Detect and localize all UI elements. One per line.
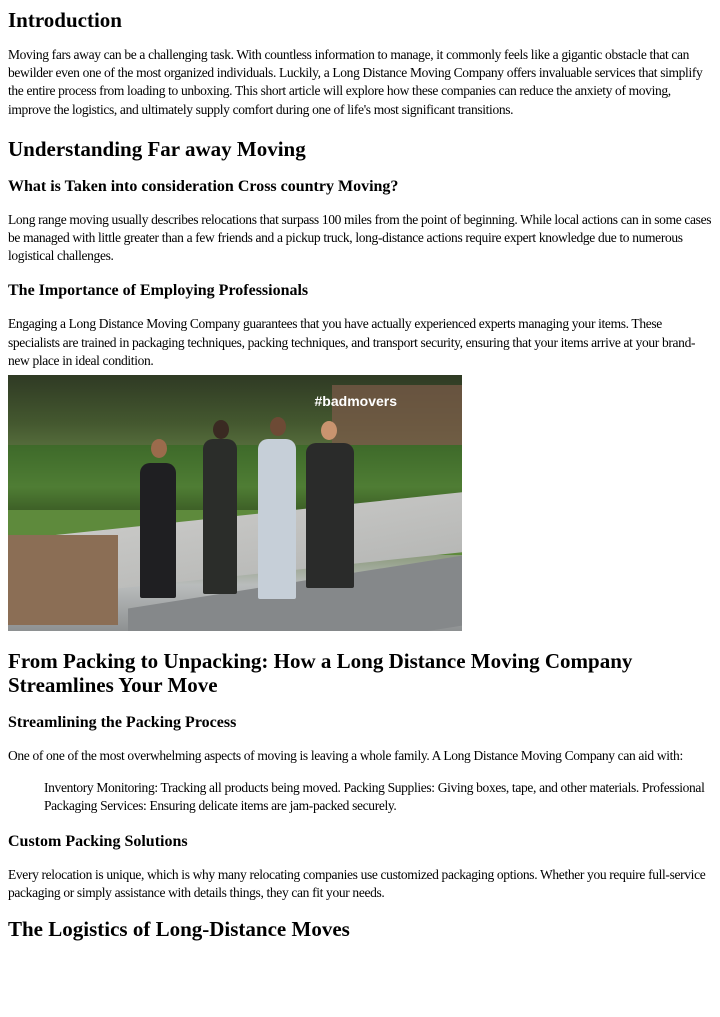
photo-person-man-striped — [306, 443, 354, 588]
movers-photo — [8, 375, 462, 631]
paragraph-importance-professionals: Engaging a Long Distance Moving Company guarantees that you have actually experienced experts managing your items. These specialists are trained in packaging techniques, packing techniques, and transport security, ensuring that your items arrive at your brand-new place in ideal condition. — [8, 316, 696, 368]
photo-watermark: #badmovers — [314, 393, 397, 410]
photo-head — [151, 439, 167, 458]
heading-introduction: Introduction — [8, 8, 122, 32]
heading-understanding-moving: Understanding Far away Moving — [8, 136, 306, 161]
heading-importance-professionals: The Importance of Employing Professionals — [8, 282, 309, 300]
paragraph-introduction: Moving fars away can be a challenging task. With countless information to manage, it commonly feels like a gigantic obstacle that can bewilder even one of the most organized individuals. Luckily, a Long Distance Moving Company offers invaluable services that simplify the entire process from loading to unboxing. This short article will explore how these companies can reduce the anxiety of moving, improve the logistics, and ultimately supply comfort during one of life's most significant transitions. — [8, 47, 703, 117]
photo-head — [270, 417, 286, 436]
heading-logistics: The Logistics of Long-Distance Moves — [8, 917, 350, 942]
heading-what-is-long-distance: What is Taken into consideration Cross country Moving? — [8, 177, 399, 195]
photo-person-woman — [140, 463, 176, 598]
paragraph-what-is-long-distance: Long range moving usually describes relocations that surpass 100 miles from the point of beginning. While local actions can in some cases be managed with little greater than a few friends and a pickup truck, long-distance actions require expert knowledge due to numerous logistical challenges. — [8, 211, 712, 264]
photo-person-man-dark — [203, 439, 237, 594]
paragraph-streamlining-packing: One of one of the most overwhelming aspects of moving is leaving a whole family. A Long Distance Moving Company can aid with: — [8, 748, 683, 764]
photo-planter — [8, 535, 118, 625]
heading-packing-to-unpacking: From Packing to Unpacking: How a Long Distance Moving Company Streamlines Your Move — [8, 649, 633, 698]
paragraph-custom-packing: Every relocation is unique, which is why many relocating companies use customized packaging options. Whether you require full-service packaging or simply assistance with details things, they can fit your needs. — [8, 866, 706, 900]
photo-head — [213, 420, 229, 439]
packing-services-list — [44, 779, 712, 815]
heading-streamlining-packing: Streamlining the Packing Process — [8, 714, 237, 732]
heading-custom-packing: Custom Packing Solutions — [8, 832, 188, 850]
photo-head — [321, 421, 337, 440]
list-text: Inventory Monitoring: Tracking all products being moved. Packing Supplies: Giving boxes, tape, and other materials. Professional Packaging Services: Ensuring delicate items are jam-packed securely. — [44, 780, 705, 814]
photo-person-man-light — [258, 439, 296, 599]
